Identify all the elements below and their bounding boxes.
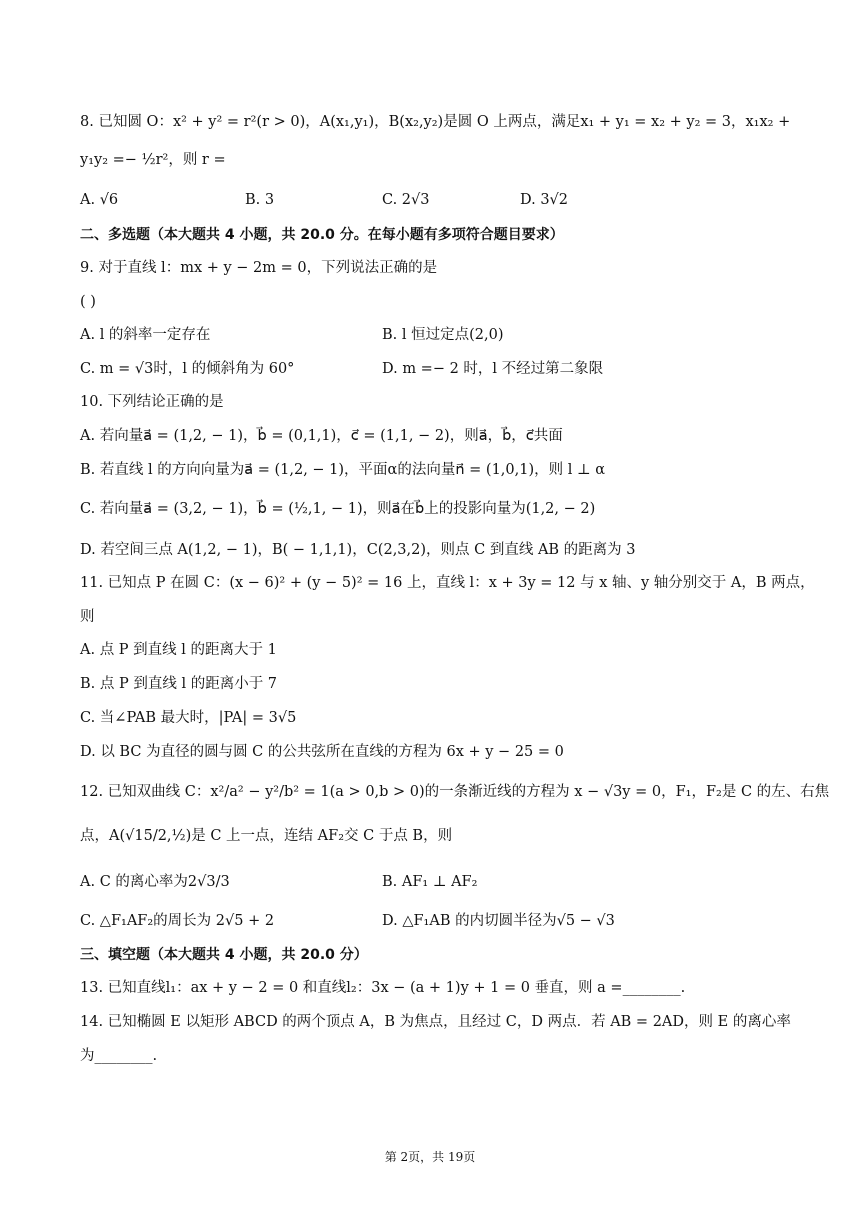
page-footer: 第 2页，共 19页 xyxy=(384,1150,476,1164)
q8-line1: 8. 已知圆 O：x² + y² = r²(r > 0)，A(x₁,y₁)，B(x₂,y₂)是圆 O 上两点，满足x₁ + y₁ = x₂ + y₂ = 3，x₁x₂ + xyxy=(80,114,791,130)
q11-option-c: C. 当∠PAB 最大时，|PA| = 3√5 xyxy=(80,710,297,726)
q8-option-c: C. 2√3 xyxy=(382,192,430,208)
q11-line2: 则 xyxy=(80,609,95,625)
q12-option-d: D. △F₁AB 的内切圆半径为√5 − √3 xyxy=(382,913,615,929)
q12-row1 xyxy=(80,872,780,892)
q14-line2: 为________. xyxy=(80,1048,158,1064)
q12-line2: 点，A(√15/2,½)是 C 上一点，连结 AF₂交 C 于点 B，则 xyxy=(80,828,453,844)
q11-option-a: A. 点 P 到直线 l 的距离大于 1 xyxy=(80,642,277,658)
q12-line1: 12. 已知双曲线 C：x²/a² − y²/b² = 1(a > 0,b > 0)的一条渐近线的方程为 x − √3y = 0，F₁，F₂是 C 的左、右焦 xyxy=(80,784,830,800)
q9-option-a: A. l 的斜率一定存在 xyxy=(80,327,211,343)
q10-option-d: D. 若空间三点 A(1,2, − 1)，B( − 1,1,1)，C(2,3,2)，则点 C 到直线 AB 的距离为 3 xyxy=(80,542,636,558)
q8-option-a: A. √6 xyxy=(80,192,119,208)
q10-stem: 10. 下列结论正确的是 xyxy=(80,394,224,410)
q12-option-a: A. C 的离心率为2√3/3 xyxy=(80,874,230,890)
section-fill-blank-heading: 三、填空题（本大题共 4 小题，共 20.0 分） xyxy=(80,947,368,963)
q10-option-b: B. 若直线 l 的方向向量为a⃗ = (1,2, − 1)，平面α的法向量n⃗ = (1,0,1)，则 l ⊥ α xyxy=(80,462,606,478)
q10-option-c: C. 若向量a⃗ = (3,2, − 1)，b⃗ = (½,1, − 1)，则a⃗在b⃗上的投影向量为(1,2, − 2) xyxy=(80,501,596,517)
section-multi-choice-heading: 二、多选题（本大题共 4 小题，共 20.0 分。在每小题有多项符合题目要求） xyxy=(80,227,564,243)
q9-option-c: C. m = √3时，l 的倾斜角为 60° xyxy=(80,361,295,377)
q9-paren: ( ) xyxy=(80,294,96,310)
q14-line1: 14. 已知椭圆 E 以矩形 ABCD 的两个顶点 A，B 为焦点，且经过 C，D 两点．若 AB = 2AD，则 E 的离心率 xyxy=(80,1014,791,1030)
q9-row1 xyxy=(80,325,780,345)
q13-text: 13. 已知直线l₁：ax + y − 2 = 0 和直线l₂：3x − (a + 1)y + 1 = 0 垂直，则 a =________. xyxy=(80,980,686,996)
q11-line1: 11. 已知点 P 在圆 C：(x − 6)² + (y − 5)² = 16 上，直线 l：x + 3y = 12 与 x 轴、y 轴分别交于 A，B 两点， xyxy=(80,575,815,591)
q12-row2 xyxy=(80,911,780,931)
q8-option-b: B. 3 xyxy=(245,192,275,208)
q10-option-a: A. 若向量a⃗ = (1,2, − 1)，b⃗ = (0,1,1)，c⃗ = (1,1, − 2)，则a⃗，b⃗，c⃗共面 xyxy=(80,428,563,444)
q11-option-d: D. 以 BC 为直径的圆与圆 C 的公共弦所在直线的方程为 6x + y − 25 = 0 xyxy=(80,744,564,760)
q12-option-c: C. △F₁AF₂的周长为 2√5 + 2 xyxy=(80,913,275,929)
q9-option-d: D. m =− 2 时，l 不经过第二象限 xyxy=(382,361,604,377)
q8-line2: y₁y₂ =− ½r²，则 r = xyxy=(80,152,226,168)
q9-row2 xyxy=(80,359,780,379)
q11-option-b: B. 点 P 到直线 l 的距离小于 7 xyxy=(80,676,278,692)
q12-option-b: B. AF₁ ⊥ AF₂ xyxy=(382,874,478,890)
q9-option-b: B. l 恒过定点(2,0) xyxy=(382,327,504,343)
q8-option-d: D. 3√2 xyxy=(520,192,569,208)
q9-stem: 9. 对于直线 l：mx + y − 2m = 0，下列说法正确的是 xyxy=(80,260,438,276)
